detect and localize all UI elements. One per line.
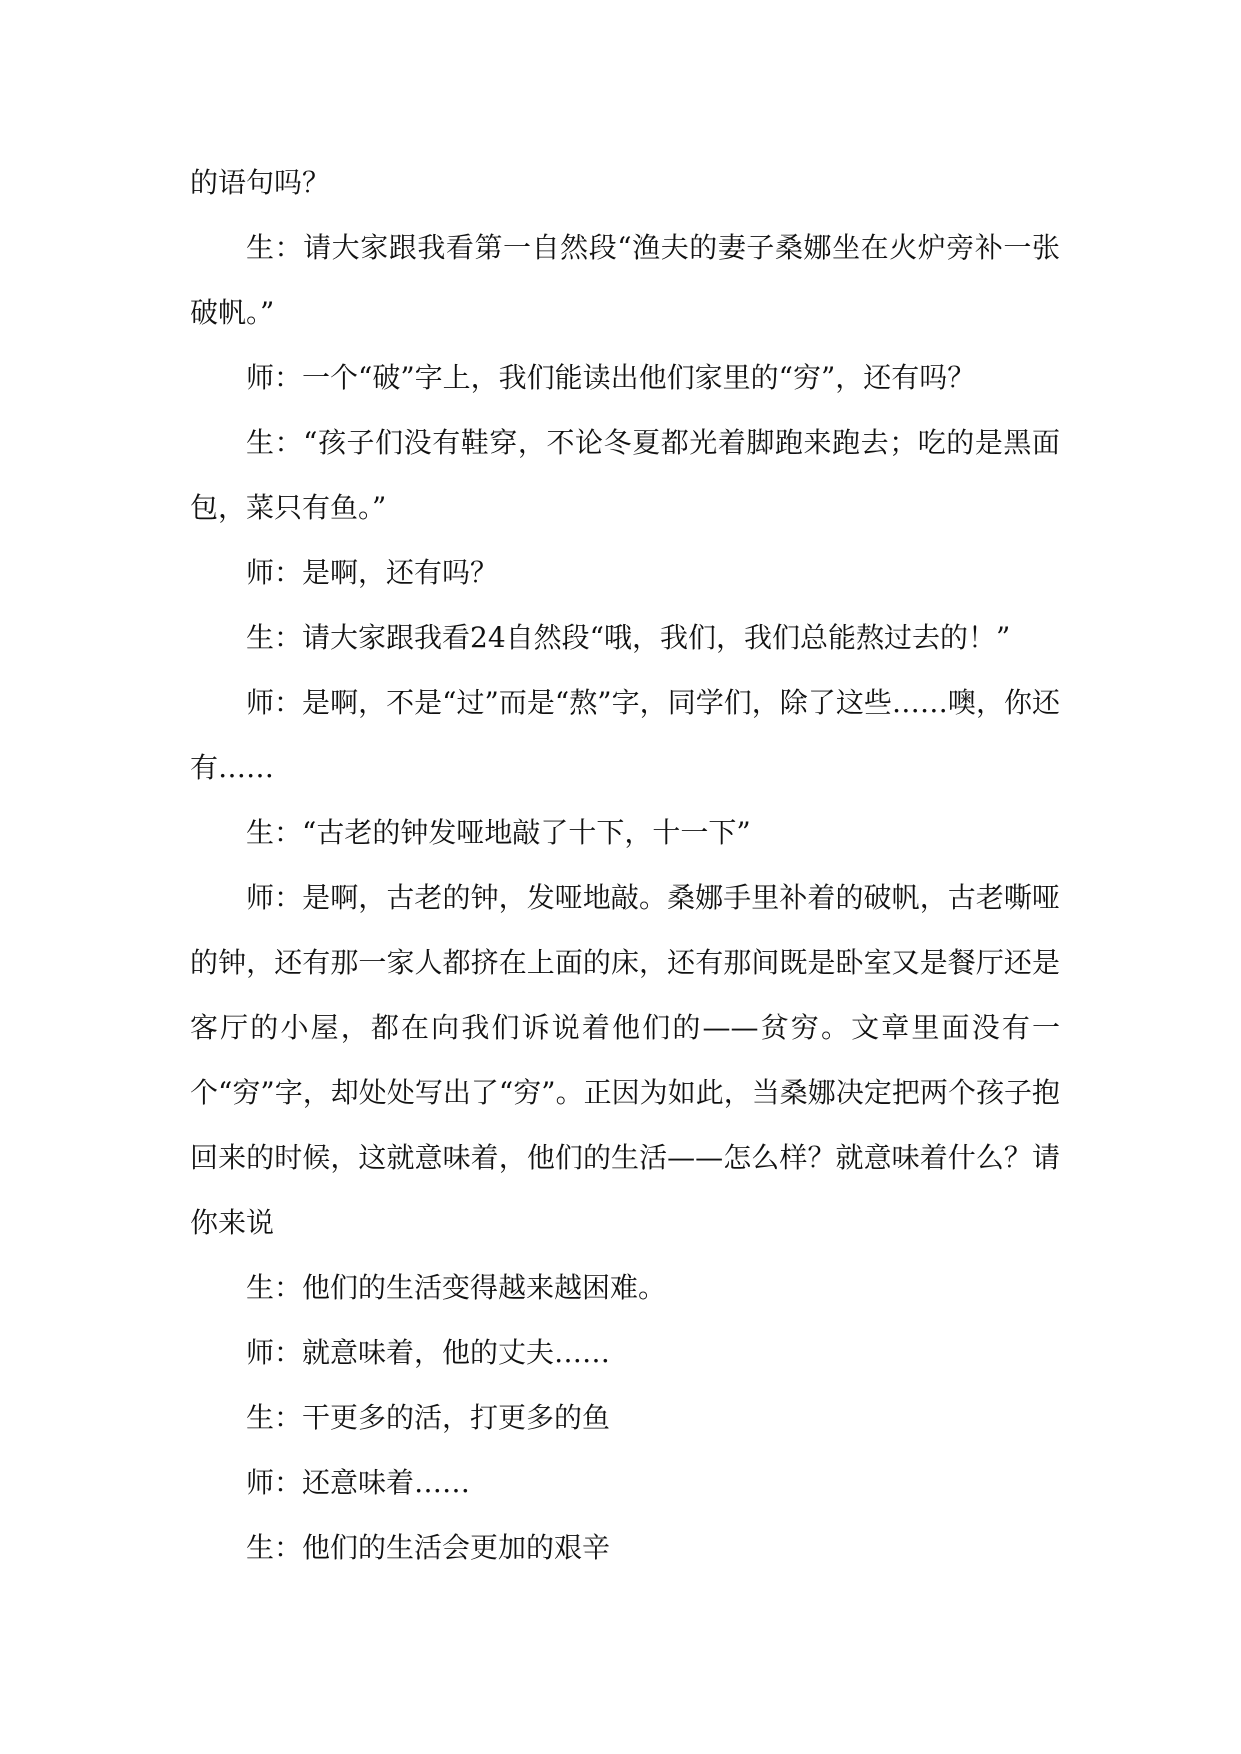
paragraph-continuation: 的语句吗？ — [190, 166, 331, 199]
paragraph-teacher-6: 师：还意味着…… — [246, 1466, 471, 1499]
paragraph-teacher-5: 师：就意味着，他的丈夫…… — [246, 1336, 611, 1369]
paragraph-teacher-4: 师：是啊，古老的钟，发哑地敲。桑娜手里补着的破帆，古老嘶哑的钟，还有那一家人都挤在上面的床，还有那间既是卧室又是餐厅还是客厅的小屋，都在向我们诉说着他们的——贫穷。文章里面没有一个“穷”字，却处处写出了“穷”。正因为如此，当桑娜决定把两个孩子抱回来的时候，这就意味着，他们的生活——怎么样？就意味着什么？请你来说 — [190, 881, 1060, 1239]
paragraph-student-6: 生：干更多的活，打更多的鱼 — [246, 1401, 611, 1434]
paragraph-student-5: 生：他们的生活变得越来越困难。 — [246, 1271, 667, 1304]
paragraph-student-7: 生：他们的生活会更加的艰辛 — [246, 1531, 611, 1564]
paragraph-student-1: 生：请大家跟我看第一自然段“渔夫的妻子桑娜坐在火炉旁补一张破帆。” — [190, 231, 1060, 329]
paragraph-teacher-2: 师：是啊，还有吗？ — [246, 556, 499, 589]
paragraph-student-3: 生：请大家跟我看24自然段“哦，我们，我们总能熬过去的！” — [246, 621, 1011, 654]
paragraph-teacher-1: 师：一个“破”字上，我们能读出他们家里的“穷”，还有吗？ — [246, 361, 976, 394]
paragraph-student-4: 生：“古老的钟发哑地敲了十下，十一下” — [246, 816, 751, 849]
paragraph-student-2: 生：“孩子们没有鞋穿，不论冬夏都光着脚跑来跑去；吃的是黑面包，菜只有鱼。” — [190, 426, 1060, 524]
document-page — [190, 150, 1060, 1580]
paragraph-teacher-3: 师：是啊，不是“过”而是“熬”字，同学们，除了这些……噢，你还有…… — [190, 686, 1060, 784]
